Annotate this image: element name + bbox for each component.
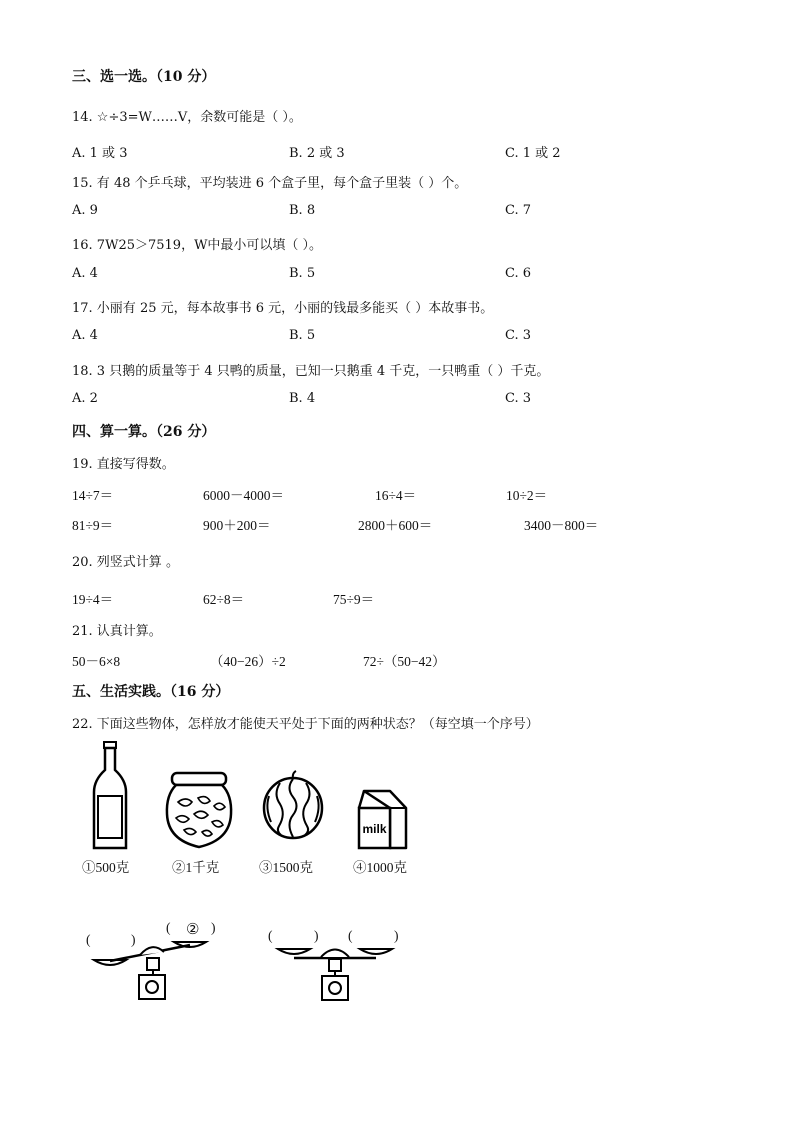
question-19: 19. 直接写得数。 <box>72 457 175 472</box>
q16-option-a: A. 4 <box>72 266 98 281</box>
scale1-left-paren-close: ) <box>131 932 136 947</box>
question-18: 18. 3 只鹅的质量等于 4 只鸭的质量，已知一只鹅重 4 千克，一只鸭重（ ）千克。 <box>72 364 550 379</box>
question-21: 21. 认真计算。 <box>72 624 162 639</box>
scale1-right-answer[interactable]: ② <box>186 922 200 938</box>
q17-option-c: C. 3 <box>505 328 532 343</box>
q19-expr: 3400－800＝ <box>524 518 599 533</box>
q17-option-b: B. 5 <box>289 328 316 343</box>
q15-option-a: A. 9 <box>72 203 98 218</box>
balance-scale-icon <box>274 940 406 1004</box>
q18-option-b: B. 4 <box>289 391 316 406</box>
q16-option-b: B. 5 <box>289 266 316 281</box>
scale1-right-paren-open: ( <box>166 920 171 935</box>
q15-option-c: C. 7 <box>505 203 532 218</box>
q14-option-a: A. 1 或 3 <box>72 146 128 161</box>
q21-expr: （40−26）÷2 <box>210 654 286 669</box>
q14-option-c: C. 1 或 2 <box>505 146 561 161</box>
section-heading-3: 三、选一选。（10 分） <box>72 69 216 85</box>
q19-expr: 2800＋600＝ <box>358 518 433 533</box>
q20-expr: 19÷4＝ <box>72 592 114 607</box>
question-22: 22. 下面这些物体，怎样放才能使天平处于下面的两种状态？（每空填一个序号） <box>72 717 539 732</box>
q14-option-b: B. 2 或 3 <box>289 146 345 161</box>
object-caption: ②1千克 <box>172 860 220 875</box>
q20-expr: 75÷9＝ <box>333 592 375 607</box>
wine-bottle-icon <box>88 740 132 852</box>
q19-expr: 81÷9＝ <box>72 518 114 533</box>
scale1-right-paren-close: ) <box>211 920 216 935</box>
question-14: 14. ☆÷3=W……V，余数可能是（ ）。 <box>72 110 302 125</box>
milk-carton-icon <box>356 788 410 852</box>
q20-expr: 62÷8＝ <box>203 592 245 607</box>
object-caption: ①500克 <box>82 860 130 875</box>
jar-icon <box>164 770 234 850</box>
watermelon-icon <box>262 770 324 840</box>
q19-expr: 6000－4000＝ <box>203 488 284 503</box>
scale2-right-paren-open: ( <box>348 928 353 943</box>
q19-expr: 10÷2＝ <box>506 488 548 503</box>
q19-expr: 16÷4＝ <box>375 488 417 503</box>
section-heading-4: 四、算一算。（26 分） <box>72 424 216 440</box>
balance-scale-icon <box>90 935 222 1003</box>
q17-option-a: A. 4 <box>72 328 98 343</box>
scale2-right-paren-close: ) <box>394 928 399 943</box>
q19-expr: 14÷7＝ <box>72 488 114 503</box>
object-caption: ③1500克 <box>259 860 313 875</box>
scale2-left-paren-close: ) <box>314 928 319 943</box>
question-15: 15. 有 48 个乒乓球，平均装进 6 个盒子里，每个盒子里装（ ）个。 <box>72 176 468 191</box>
q15-option-b: B. 8 <box>289 203 316 218</box>
q18-option-a: A. 2 <box>72 391 98 406</box>
section-heading-5: 五、生活实践。（16 分） <box>72 684 230 700</box>
question-17: 17. 小丽有 25 元，每本故事书 6 元，小丽的钱最多能买（ ）本故事书。 <box>72 301 494 316</box>
question-16: 16. 7W25＞7519，W中最小可以填（ ）。 <box>72 238 323 253</box>
q19-expr: 900＋200＝ <box>203 518 271 533</box>
scale2-left-paren-open: ( <box>268 928 273 943</box>
q18-option-c: C. 3 <box>505 391 532 406</box>
scale1-left-paren-open: ( <box>86 932 91 947</box>
question-20: 20. 列竖式计算 。 <box>72 555 179 570</box>
milk-label: milk <box>362 822 387 836</box>
q16-option-c: C. 6 <box>505 266 532 281</box>
q21-expr: 50－6×8 <box>72 654 121 669</box>
object-caption: ④1000克 <box>353 860 407 875</box>
q21-expr: 72÷（50−42） <box>363 654 446 669</box>
